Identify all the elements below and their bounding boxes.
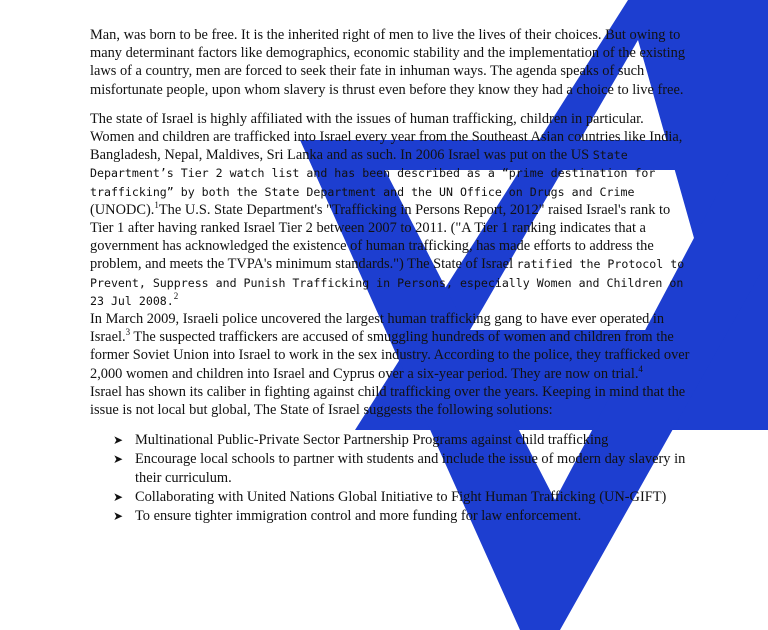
solutions-list	[90, 431, 690, 525]
text-segment: In March 2009, Israeli police uncovered the largest human trafficking gang to have ever operated in Israel.	[90, 311, 665, 346]
footnote-marker: 2	[173, 290, 179, 301]
solution-item	[90, 488, 690, 506]
solution-text: Encourage local schools to partner with students and include the issue of modern day slavery in their curriculum.	[135, 451, 686, 486]
solution-text: Collaborating with United Nations Global Initiative to Fight Human Trafficking (UN-GIFT)	[135, 488, 667, 505]
text-segment: The State of Israel	[403, 256, 517, 273]
solution-item	[90, 431, 690, 449]
text-segment: The U.S. State Department's "Trafficking in Persons Report, 2012" raised Israel's rank to Tier 1 after having ranked Israel Tier 2 between 2007 to 2011. ("A Tier 1 ranking indicates that a government has acknowledged the existence of human trafficking, has made efforts to address the problem, and meets the TVPA's minimum standards.")	[90, 201, 671, 273]
solution-item	[90, 507, 690, 525]
arrow-bullet-icon: ➤	[113, 452, 124, 467]
text-segment: (UNODC).	[90, 201, 155, 218]
document-body	[90, 26, 690, 526]
israel-affiliation-paragraph	[90, 110, 690, 310]
arrow-bullet-icon: ➤	[113, 433, 124, 448]
arrow-bullet-icon: ➤	[113, 489, 124, 504]
footnote-marker: 1	[154, 199, 159, 210]
arrow-bullet-icon: ➤	[113, 509, 124, 524]
solution-item	[90, 450, 690, 486]
text-segment: State Department’s Tier 2 watch list and has been described as a “prime destination for trafficking” by both the State Department and the UN Office on Drugs and Crime	[90, 148, 656, 199]
footnote-marker: 4	[638, 363, 643, 374]
footnote-marker: 3	[125, 327, 131, 338]
text-segment: The state of Israel is highly affiliated with the issues of human trafficking, children in particular. Women and children are trafficked into Israel every year from the Southeast Asian countries like India, Bangladesh, Nepal, Maldives, Sri Lanka and as such. In 2006 Israel was put on the US	[90, 110, 683, 164]
solution-text: To ensure tighter immigration control and more funding for law enforcement.	[135, 508, 582, 525]
text-segment: The suspected traffickers are accused of smuggling hundreds of women and children from the former Soviet Union into Israel to work in the sex industry. According to the police, they trafficked over 2,000 women and children into Israel and Cyprus over a six-year period. They are now on trial.	[90, 329, 690, 382]
text-segment: ratified the Protocol to Prevent, Suppress and Punish Trafficking in Persons, especially Women and Children on 23 Jul 2008.	[90, 257, 685, 308]
intro-paragraph: Man, was born to be free. It is the inherited right of men to live the lives of their choices. But owing to many determinant factors like demographics, economic stability and the implementation of the existing laws of a country, men are forced to seek their fate in inhuman ways. The agenda speaks of such misfortunate people, upon whom slavery is thrust even before they know they had a choice to live free.	[90, 27, 686, 98]
trafficking-gang-paragraph	[90, 310, 690, 383]
solutions-intro-paragraph: Israel has shown its caliber in fighting against child trafficking over the years. Keeping in mind that the issue is not local but global, The State of Israel suggests the following solutions:	[90, 383, 686, 419]
solution-text: Multinational Public-Private Sector Partnership Programs against child trafficking	[135, 432, 609, 449]
